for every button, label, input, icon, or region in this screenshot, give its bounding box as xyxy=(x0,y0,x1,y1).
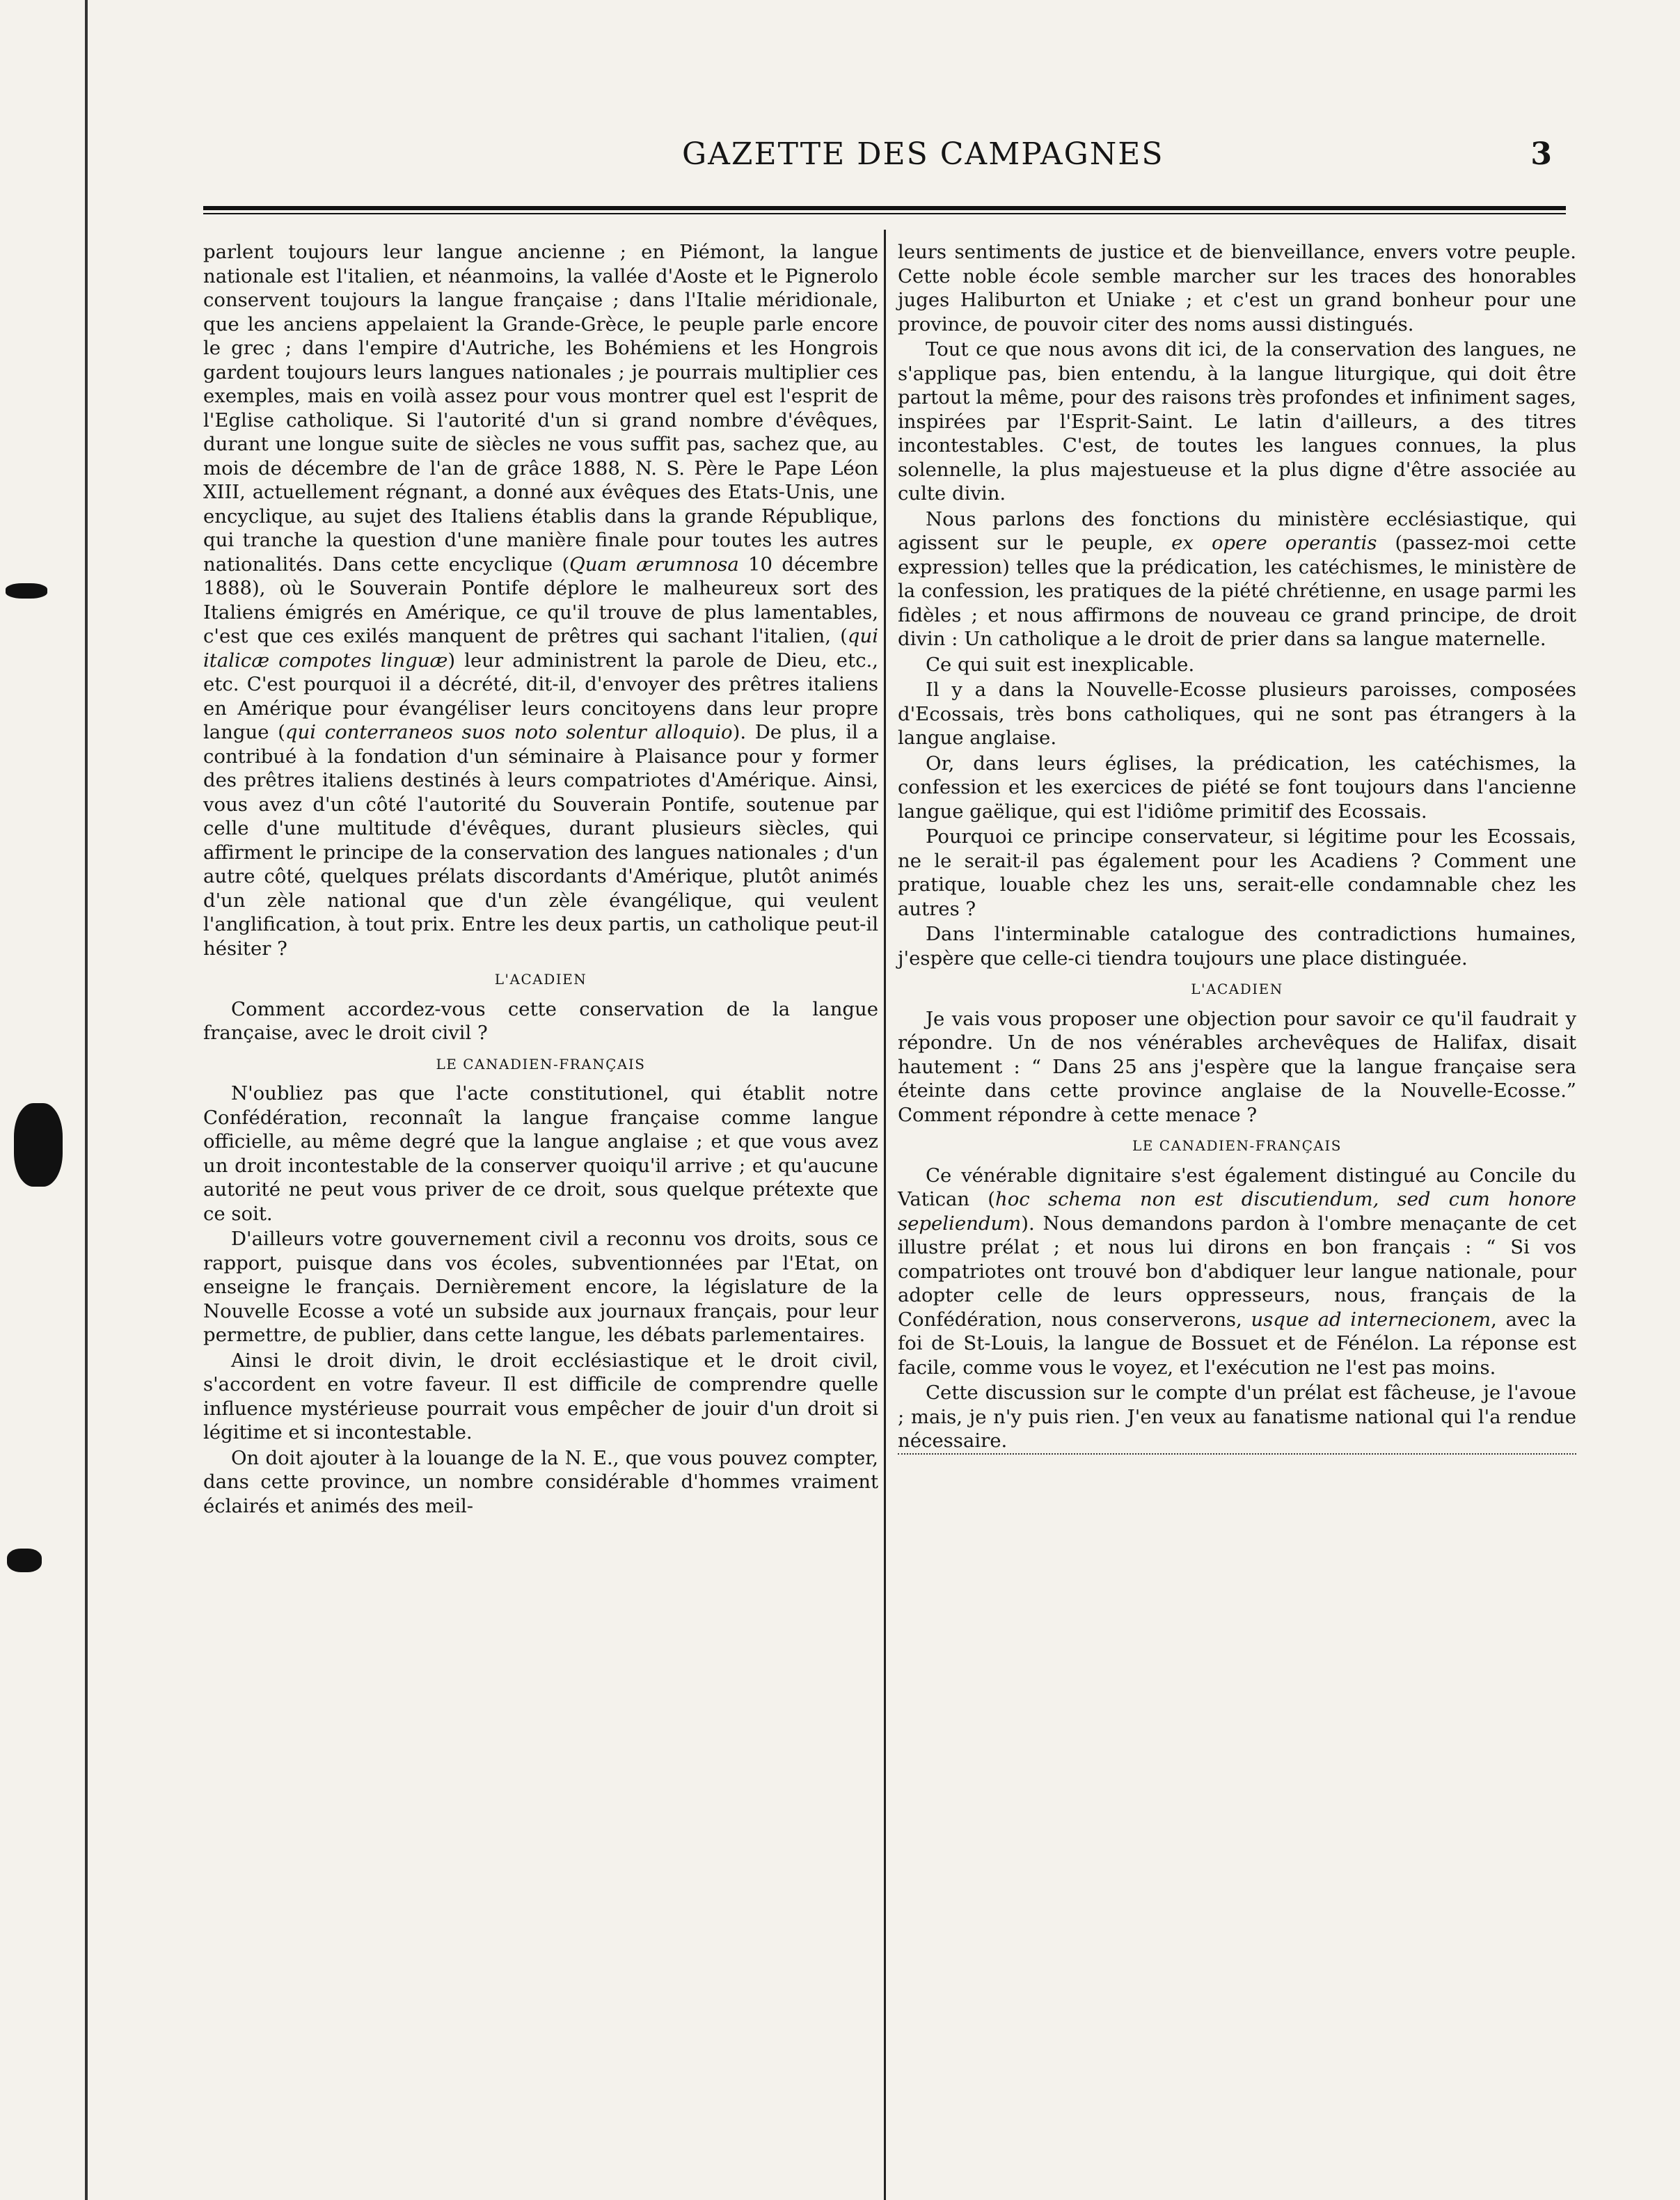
running-title: GAZETTE DES CAMPAGNES xyxy=(682,136,1164,172)
header-rule-thin xyxy=(203,213,1566,214)
text-run: ) leur administrent la parole de Dieu, etc., etc. C'est pourquoi il a décrété, dit-il, d'envoyer des prêtres italiens en Amérique pour évangéliser leurs concitoyens dans leur propre langue ( xyxy=(203,649,878,743)
text-run: (passez-moi cette expression) telles que la prédication, les catéchismes, le ministère de la confession, les pratiques de la piété chrétienne, en usage parmi les fidèles ; et nous affirmons de nouveau ce grand principe, de droit divin : Un catholique a le droit de prier dans sa langue maternelle. xyxy=(898,532,1576,650)
paragraph: Or, dans leurs églises, la prédication, les catéchismes, la confession et les exercices de piété se font toujours dans l'ancienne langue gaëlique, qui est l'idiôme primitif des Ecossais. xyxy=(898,752,1576,823)
page-header xyxy=(202,136,1580,178)
paragraph: leurs sentiments de justice et de bienveillance, envers votre peuple. Cette noble école semble marcher sur les traces des honorables juges Haliburton et Uniake ; et c'est un grand bonheur pour une province, de pouvoir citer des noms aussi distingués. xyxy=(898,241,1576,335)
paragraph: Cette discussion sur le compte d'un prélat est fâcheuse, je l'avoue ; mais, je n'y puis rien. J'en veux au fanatisme national qui l'a rendue nécessaire. xyxy=(898,1381,1576,1455)
text-run: ). Nous demandons pardon à l'ombre menaçante de cet illustre prélat ; et nous lui dirons en bon français : “ Si vos compatriotes ont trouvé bon d'abdiquer leur langue nationale, pour adopter celle de leurs oppresseurs, nous, français de la Confédération, nous conserverons, xyxy=(898,1212,1576,1331)
paragraph: Ce qui suit est inexplicable. xyxy=(926,653,1195,676)
italic-text: qui italicæ compotes linguæ xyxy=(203,625,878,672)
text-run: Nous parlons des fonctions du ministère ecclésiastique, qui agissent sur le peuple, xyxy=(898,507,1576,554)
italic-text: Quam ærumnosa xyxy=(569,553,739,576)
paragraph: Ainsi le droit divin, le droit ecclésiastique et le droit civil, s'accordent en votre faveur. Il est difficile de comprendre quelle influence mystérieuse pourrait vous empêcher de jouir d'un droit si légitime et si incontestable. xyxy=(203,1349,878,1443)
text-run: parlent toujours leur langue ancienne ; en Piémont, la langue nationale est l'italien, et néanmoins, la vallée d'Aoste et le Pignerolo conservent toujours la langue française ; dans l'Italie méridionale, que les anciens appelaient la Grande-Grèce, le peuple parle encore le grec ; dans l'empire d'Autriche, les Bohémiens et les Hongrois gardent toujours leurs langues nationales ; je pourrais multiplier ces exemples, mais en voilà assez pour vous montrer quel est l'esprit de l'Eglise catholique. Si l'autorité d'un si grand nombre d'évêques, durant une longue suite de siècles ne vous suffit pas, sachez que, au mois de décembre de l'an de grâce 1888, N. S. Père le Pape Léon XIII, actuellement régnant, a donné aux évêques des Etats-Unis, une encyclique, au sujet des Italiens établis dans la grande République, qui tranche la question d'une manière finale pour toutes les autres nationalités. Dans cette encyclique ( xyxy=(203,241,878,576)
speaker-heading: LE CANADIEN-FRANÇAIS xyxy=(1132,1137,1342,1154)
scan-artifact xyxy=(14,1103,63,1187)
paragraph: Il y a dans la Nouvelle-Ecosse plusieurs paroisses, composées d'Ecossais, très bons catholiques, qui ne sont pas étrangers à la langue anglaise. xyxy=(898,679,1576,749)
column-divider xyxy=(884,230,886,2200)
italic-text: hoc schema non est discutiendum, sed cum honore sepeliendum xyxy=(898,1188,1576,1235)
text-run: , avec la foi de St-Louis, la langue de Bossuet et de Fénélon. La réponse est facile, comme vous le voyez, et l'exécution ne l'est pas moins. xyxy=(898,1308,1576,1379)
speaker-heading: L'ACADIEN xyxy=(494,971,587,988)
text-run: Ce vénérable dignitaire s'est également distingué au Concile du Vatican ( xyxy=(898,1164,1576,1210)
scan-artifact xyxy=(7,1549,42,1572)
right-column xyxy=(898,240,1576,1456)
paragraph: Tout ce que nous avons dit ici, de la conservation des langues, ne s'applique pas, bien entendu, à la langue liturgique, qui doit être partout la même, pour des raisons très profondes et infiniment sages, inspirées par l'Esprit-Saint. Le latin d'ailleurs, a des titres incontestables. C'est, de toutes les langues connues, la plus solennelle, la plus majestueuse et la plus digne d'être associée au culte divin. xyxy=(898,338,1576,505)
paragraph: Pourquoi ce principe conservateur, si légitime pour les Ecossais, ne le serait-il pas également pour les Acadiens ? Comment une pratique, louable chez les uns, serait-elle condamnable chez les autres ? xyxy=(898,825,1576,920)
text-run: ). De plus, il a contribué à la fondation d'un séminaire à Plaisance pour y former des prêtres italiens destinés à leurs compatriotes d'Amérique. Ainsi, vous avez d'un côté l'autorité du Souverain Pontife, soutenue par celle d'une multitude d'évêques, durant plusieurs siècles, qui affirment le principe de la conservation des langues nationales ; d'un autre côté, quelques prélats discordants d'Amérique, plutôt animés d'un zèle national que d'un zèle évangélique, qui veulent l'anglification, à tout prix. Entre les deux partis, un catholique peut-il hésiter ? xyxy=(203,721,878,960)
paragraph: Je vais vous proposer une objection pour savoir ce qu'il faudrait y répondre. Un de nos vénérables archevêques de Halifax, disait hautement : “ Dans 25 ans j'espère que la langue française sera éteinte dans cette province anglaise de la Nouvelle-Ecosse.” Comment répondre à cette menace ? xyxy=(898,1007,1576,1126)
paragraph xyxy=(898,1164,1576,1380)
left-column xyxy=(203,240,878,1519)
paragraph: D'ailleurs votre gouvernement civil a reconnu vos droits, sous ce rapport, puisque dans vos écoles, subventionnées par l'Etat, on enseigne le français. Dernièrement encore, la législature de la Nouvelle Ecosse a voté un subside aux journaux français, pour leur permettre, de publier, dans cette langue, les débats parlementaires. xyxy=(203,1228,878,1346)
scan-edge-line xyxy=(85,0,88,2200)
paragraph: Comment accordez-vous cette conservation de la langue française, avec le droit civil ? xyxy=(203,997,878,1044)
speaker-heading: L'ACADIEN xyxy=(1191,981,1283,997)
italic-text: usque ad internecionem xyxy=(1251,1308,1491,1331)
text-run: 10 décembre 1888), où le Souverain Pontife déplore le malheureux sort des Italiens émigrés en Amérique, ce qu'il trouve de plus lamentables, c'est que ces exilés manquent de prêtres qui sachant l'italien, ( xyxy=(203,553,879,647)
speaker-heading: LE CANADIEN-FRANÇAIS xyxy=(436,1055,646,1073)
italic-text: qui conterraneos suos noto solentur alloquio xyxy=(285,721,733,743)
paragraph: Dans l'interminable catalogue des contradictions humaines, j'espère que celle-ci tiendra toujours une place distinguée. xyxy=(898,923,1576,970)
page-number: 3 xyxy=(1530,136,1552,172)
scan-artifact xyxy=(6,583,47,599)
header-rule-thick xyxy=(203,206,1566,210)
paragraph: N'oubliez pas que l'acte constitutionel, qui établit notre Confédération, reconnaît la langue française comme langue officielle, au même degré que la langue anglaise ; et que vous avez un droit incontestable de la conserver quoiqu'il arrive ; et qu'aucune autorité ne peut vous priver de ce droit, sous quelque prétexte que ce soit. xyxy=(203,1082,878,1225)
paragraph xyxy=(203,240,878,960)
italic-text: ex opere operantis xyxy=(1171,532,1377,554)
paragraph xyxy=(898,507,1576,651)
paragraph: On doit ajouter à la louange de la N. E., que vous pouvez compter, dans cette province, un nombre considérable d'hommes vraiment éclairés et animés des meil- xyxy=(203,1446,878,1517)
